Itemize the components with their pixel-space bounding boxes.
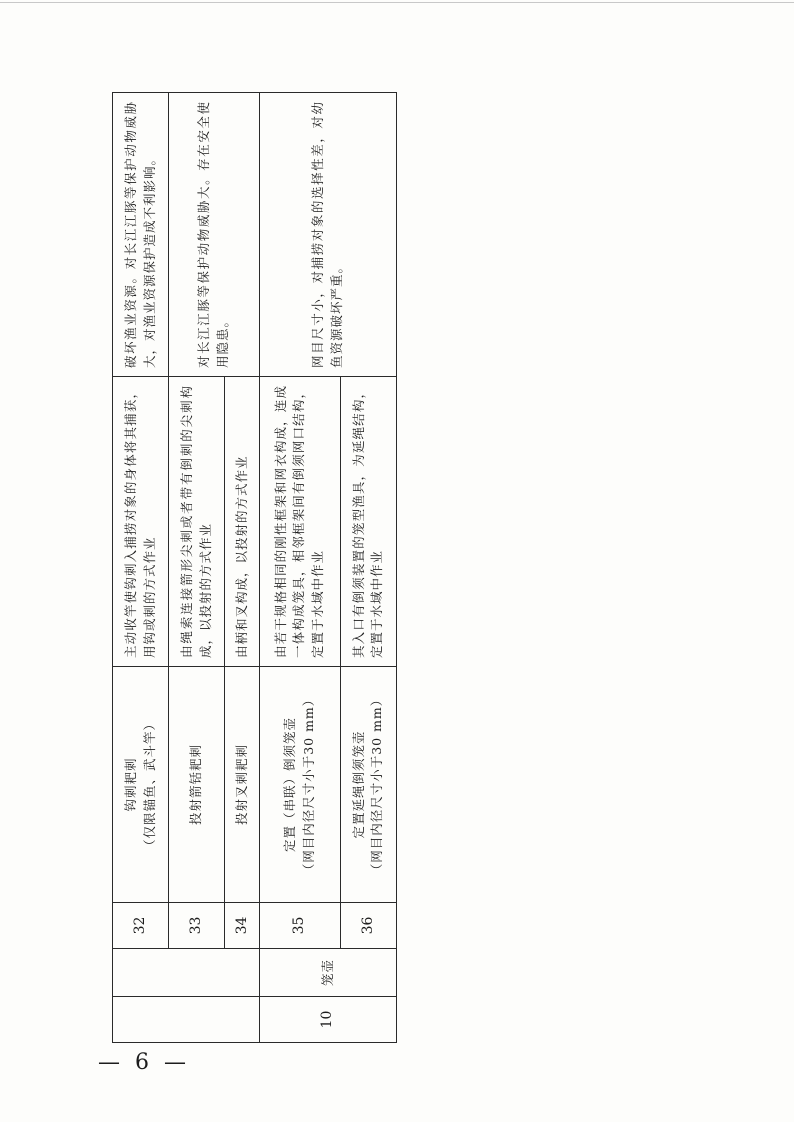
operation-method: 主动收竿使钩刺入捕捞对象的身体将其捕获，用钩或刺的方式作业 — [113, 377, 169, 667]
row-number: 34 — [225, 903, 259, 949]
row-number: 35 — [259, 903, 340, 949]
group-index: 10 — [259, 997, 396, 1043]
operation-method: 由绳索连接箭形尖刺或者带有倒刺的尖刺构成，以投射的方式作业 — [169, 377, 225, 667]
operation-method: 由柄和叉构成，以投射的方式作业 — [225, 377, 259, 667]
gear-name-line: （网目内径尺寸小于30 mm） — [369, 692, 385, 877]
ban-reason: 对长江江豚等保护动物威胁大。存在安全使用隐患。 — [169, 93, 260, 377]
gear-name-cell — [225, 667, 259, 903]
table-row — [259, 93, 340, 1043]
table-row — [113, 93, 169, 1043]
category-cell-empty — [113, 949, 260, 997]
category-label: 笼壶 — [259, 949, 396, 997]
row-number: 32 — [113, 903, 169, 949]
gear-name-cell — [113, 667, 169, 903]
gear-name-line: （仅限锚鱼、武斗竿） — [141, 717, 157, 853]
table-row — [169, 93, 225, 1043]
gear-name-cell — [259, 667, 340, 903]
gear-name-cell — [169, 667, 225, 903]
gear-name-line: （网目内径尺寸小于30 mm） — [300, 692, 316, 877]
gear-name-line: 投射箭铦耙刺 — [188, 744, 204, 826]
page-number: — 6 — — [98, 1050, 190, 1075]
gear-name-line: 投射叉刺耙刺 — [233, 744, 249, 826]
row-number: 33 — [169, 903, 225, 949]
fishing-gear-table — [112, 92, 397, 1043]
ban-reason: 破坏渔业资源。对长江江豚等保护动物威胁大，对渔业资源保护造成不利影响。 — [113, 93, 169, 377]
row-number: 36 — [340, 903, 396, 949]
group-index-cell-empty — [113, 997, 260, 1043]
gear-name-cell — [340, 667, 396, 903]
gear-name-line: 钩刺耙刺 — [122, 757, 138, 812]
gear-name-line: 定置延绳倒须笼壶 — [350, 730, 366, 839]
scan-edge-line — [0, 2, 794, 3]
gear-name-line: 定置（串联）倒须笼壶 — [282, 717, 298, 853]
rotated-table-container — [112, 93, 397, 1043]
ban-reason: 网目尺寸小，对捕捞对象的选择性差，对幼鱼资源破坏严重。 — [259, 93, 396, 377]
operation-method: 其入口有倒须装置的笼型渔具，为延绳结构，定置于水域中作业 — [340, 377, 396, 667]
operation-method: 由若干规格相同的刚性框架和网衣构成，连成一体构成笼具，相邻框架间有倒须网口结构，定置于水域中作业 — [259, 377, 340, 667]
